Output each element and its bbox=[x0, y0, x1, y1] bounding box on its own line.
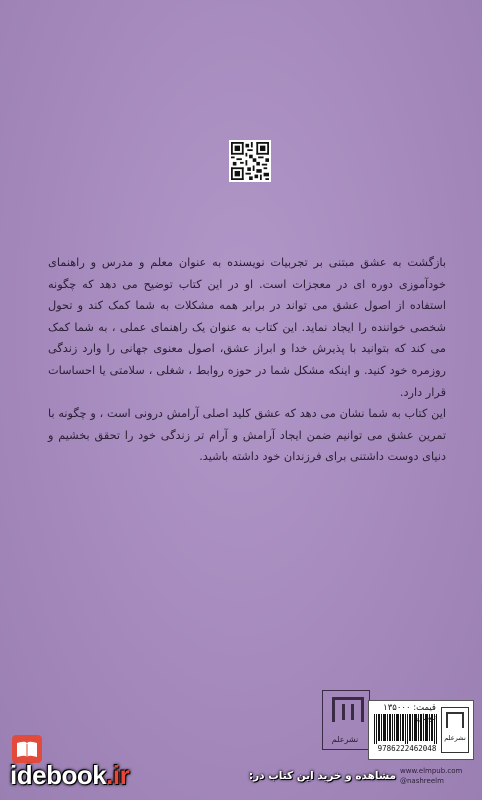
barcode-icon bbox=[374, 714, 438, 744]
website-url[interactable]: www.elmpub.com bbox=[400, 767, 463, 775]
qr-code bbox=[229, 140, 271, 182]
watermark-brand-name: idebook bbox=[10, 760, 107, 790]
description-paragraph-1: بازگشت به عشق مبتنی بر تجربیات نویسنده به عنوان معلم و مدرس و راهنمای خودآموزی دوره ای در معجزات است. او در این کتاب توضیح می دهد که چگونه استفاده از اصول عشق می تواند در برابر همه مشکلات به شما کمک کند و تحول شخصی خواننده را ایجاد نماید. این کتاب به عنوان یک راهنمای عملی ، به شما کمک می کند که بتوانید با پذیرش خدا و ابراز عشق، اصول معنوی جهانی را وارد زندگی روزمره خود کنید. و اینکه مشکل شما در حوزه روابط ، شغلی ، سلامتی یا احساسات قرار دارد. bbox=[48, 256, 446, 399]
description-paragraph-2: این کتاب به شما نشان می دهد که عشق کلید اصلی آرامش درونی است ، و چگونه با تمرین عشق می توانیم ضمن ایجاد آرامش و آرام تر زندگی خود را تحقق بخشیم و دنیای دوست داشتنی برای فرزندان خود داشته باشید. bbox=[48, 407, 446, 464]
sticker-logo-text: نشرعلم bbox=[444, 734, 466, 742]
sticker-logo-icon bbox=[446, 712, 464, 728]
publisher-website bbox=[400, 766, 480, 786]
watermark-book-icon bbox=[12, 735, 42, 763]
watermark-brand-tld: .ir bbox=[106, 760, 130, 790]
barcode bbox=[374, 714, 438, 744]
price-text: قیمت: ۱۳۵۰۰۰ bbox=[383, 703, 436, 713]
book-description bbox=[48, 252, 446, 468]
qr-code-icon bbox=[231, 142, 269, 180]
isbn-number: 9786222462048 bbox=[377, 744, 437, 753]
sticker-publisher-logo bbox=[441, 707, 469, 753]
publisher-name: نشرعلم bbox=[331, 735, 359, 744]
publisher-logo-icon bbox=[332, 697, 364, 722]
watermark-brand[interactable] bbox=[10, 760, 129, 790]
social-handle[interactable]: @nashreelm bbox=[400, 777, 444, 785]
watermark-caption: مشاهده و خرید این کتاب در: bbox=[248, 770, 396, 782]
open-book-icon bbox=[12, 735, 42, 763]
